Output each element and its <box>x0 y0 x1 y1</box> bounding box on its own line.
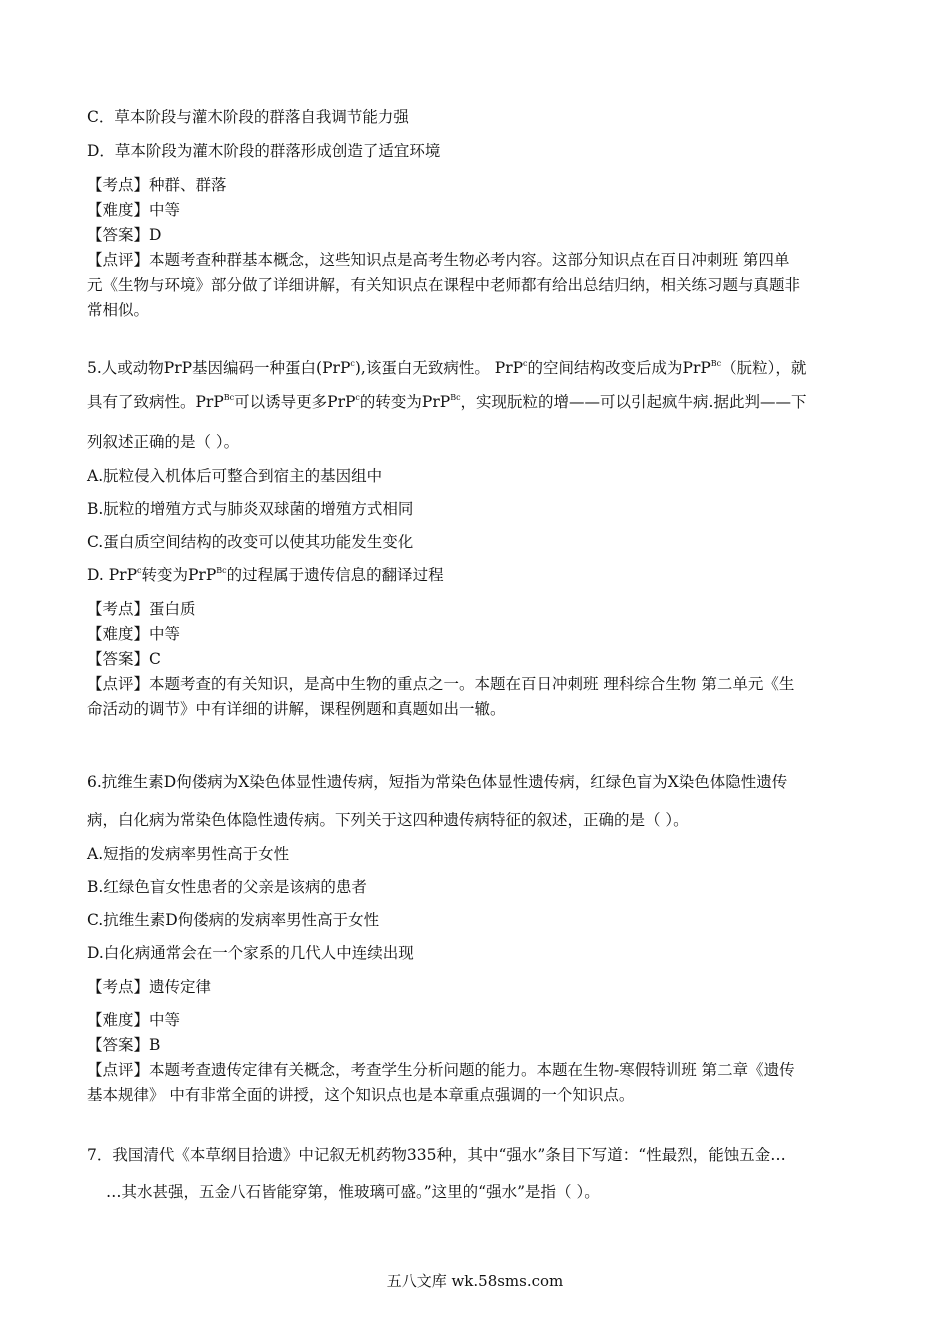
q5-option-d: D. PrP$^c$转变为PrP$^{Bc}$的过程属于遗传信息的翻译过程 <box>87 566 444 584</box>
q5-option-c: C.蛋白质空间结构的改变可以使其功能发生变化 <box>87 533 414 551</box>
q6-nandu: 【难度】中等 <box>87 1011 181 1029</box>
q4-option-d: D．草本阶段为灌木阶段的群落形成创造了适宜环境 <box>87 142 441 160</box>
q5-option-a: A.朊粒侵入机体后可整合到宿主的基因组中 <box>87 467 383 485</box>
q4-nandu: 【难度】中等 <box>87 201 181 219</box>
q6-option-b: B.红绿色盲女性患者的父亲是该病的患者 <box>87 878 367 896</box>
q5-kaodian: 【考点】蛋白质 <box>87 600 196 618</box>
q5-stem-line2: 具有了致病性。PrP$^{Bc}$可以诱导更多PrP$^c$的转变为PrP$^{Bc}$，实现朊粒的增——可以引起疯牛病.据此判——下 <box>87 393 807 411</box>
q4-kaodian: 【考点】种群、群落 <box>87 176 227 194</box>
q5-stem-line3: 列叙述正确的是（ ）。 <box>87 433 240 451</box>
q5-daan: 【答案】C <box>87 650 161 668</box>
q6-dianping-line1: 【点评】本题考查遗传定律有关概念，考查学生分析问题的能力。本题在生物-寒假特训班 第二章《遗传 <box>87 1061 795 1079</box>
q4-dianping-line3: 常相似。 <box>87 301 150 319</box>
q6-option-d: D.白化病通常会在一个家系的几代人中连续出现 <box>87 944 414 962</box>
q4-dianping-line1: 【点评】本题考查种群基本概念，这些知识点是高考生物必考内容。这部分知识点在百日冲刺班 第四单 <box>87 251 790 269</box>
q6-option-c: C.抗维生素D佝偻病的发病率男性高于女性 <box>87 911 380 929</box>
q7-stem-line2: …其水甚强，五金八石皆能穿第，惟玻璃可盛。”这里的“强水”是指（ ）。 <box>106 1183 600 1201</box>
q5-nandu: 【难度】中等 <box>87 625 181 643</box>
q6-daan: 【答案】B <box>87 1036 161 1054</box>
q6-stem-line2: 病，白化病为常染色体隐性遗传病。下列关于这四种遗传病特征的叙述，正确的是（ ）。 <box>87 811 689 829</box>
q5-dianping-line1: 【点评】本题考查的有关知识，是高中生物的重点之一。本题在百日冲刺班 理科综合生物 第二单元《生 <box>87 675 795 693</box>
q6-option-a: A.短指的发病率男性高于女性 <box>87 845 290 863</box>
q5-option-b: B.朊粒的增殖方式与肺炎双球菌的增殖方式相同 <box>87 500 414 518</box>
q6-kaodian: 【考点】遗传定律 <box>87 978 212 996</box>
q5-dianping-line2: 命活动的调节》中有详细的讲解，课程例题和真题如出一辙。 <box>87 700 506 718</box>
q7-stem-line1: 7．我国清代《本草纲目拾遗》中记叙无机药物335种，其中“强水”条目下写道：“性最烈，能蚀五金… <box>87 1146 786 1164</box>
q4-dianping-line2: 元《生物与环境》部分做了详细讲解，有关知识点在课程中老师都有给出总结归纳，相关练习题与真题非 <box>87 276 801 294</box>
q4-option-c: C．草本阶段与灌木阶段的群落自我调节能力强 <box>87 108 409 126</box>
q4-daan: 【答案】D <box>87 226 162 244</box>
q6-stem-line1: 6.抗维生素D佝偻病为X染色体显性遗传病，短指为常染色体显性遗传病，红绿色盲为X染色体隐性遗传 <box>87 773 788 791</box>
q6-dianping-line2: 基本规律》 中有非常全面的讲授，这个知识点也是本章重点强调的一个知识点。 <box>87 1086 635 1104</box>
page-footer-watermark: 五八文库 wk.58sms.com <box>386 1272 564 1290</box>
q5-stem-line1: 5.人或动物PrP基因编码一种蛋白(PrP$^c$),该蛋白无致病性。 PrP$^c$的空间结构改变后成为PrP$^{Bc}$（朊粒），就 <box>87 359 807 377</box>
